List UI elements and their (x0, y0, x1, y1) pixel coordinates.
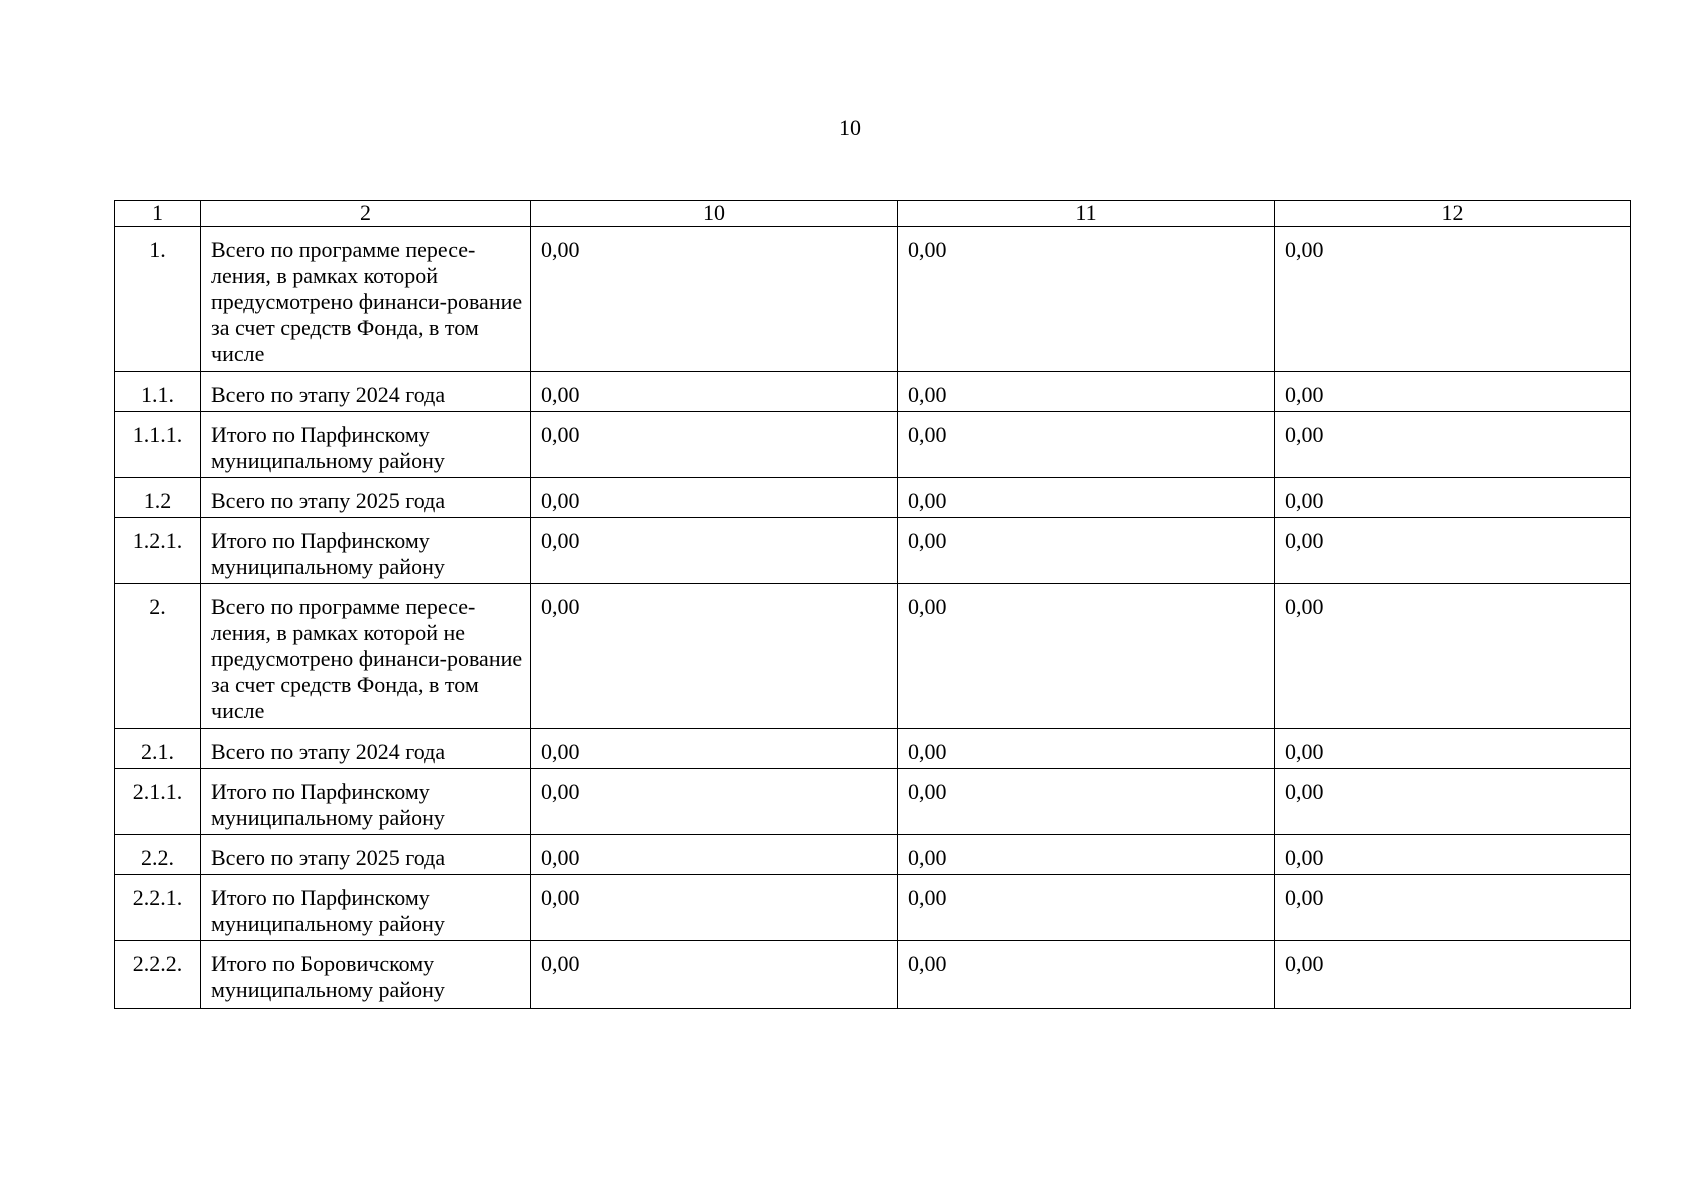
value-col-10: 0,00 (531, 729, 898, 769)
header-col-12: 12 (1275, 201, 1631, 227)
value-col-10: 0,00 (531, 875, 898, 941)
row-number: 2.2. (115, 835, 201, 875)
value-col-10: 0,00 (531, 941, 898, 1009)
value-col-10: 0,00 (531, 372, 898, 412)
table-row (115, 584, 1631, 729)
table-row (115, 372, 1631, 412)
value-col-11: 0,00 (898, 372, 1275, 412)
row-number: 2.1.1. (115, 769, 201, 835)
value-col-10: 0,00 (531, 835, 898, 875)
value-col-11: 0,00 (898, 769, 1275, 835)
row-number: 1.2.1. (115, 518, 201, 584)
value-col-12: 0,00 (1275, 729, 1631, 769)
row-name: Всего по этапу 2024 года (201, 372, 531, 412)
row-name: Итого по Парфинскому муниципальному району (201, 412, 531, 478)
row-name: Итого по Парфинскому муниципальному району (201, 875, 531, 941)
table-row (115, 729, 1631, 769)
value-col-10: 0,00 (531, 412, 898, 478)
value-col-11: 0,00 (898, 227, 1275, 372)
row-number: 1.1.1. (115, 412, 201, 478)
value-col-12: 0,00 (1275, 835, 1631, 875)
row-number: 2. (115, 584, 201, 729)
data-table (114, 200, 1631, 1009)
row-name: Итого по Парфинскому муниципальному району (201, 769, 531, 835)
table-body (115, 227, 1631, 1009)
value-col-12: 0,00 (1275, 584, 1631, 729)
page-number: 10 (839, 115, 861, 140)
row-number: 1. (115, 227, 201, 372)
row-number: 1.1. (115, 372, 201, 412)
table-row (115, 941, 1631, 1009)
row-number: 2.2.1. (115, 875, 201, 941)
value-col-12: 0,00 (1275, 769, 1631, 835)
value-col-12: 0,00 (1275, 227, 1631, 372)
value-col-10: 0,00 (531, 478, 898, 518)
value-col-11: 0,00 (898, 584, 1275, 729)
table-row (115, 875, 1631, 941)
value-col-12: 0,00 (1275, 412, 1631, 478)
value-col-11: 0,00 (898, 518, 1275, 584)
value-col-11: 0,00 (898, 941, 1275, 1009)
table-row (115, 518, 1631, 584)
value-col-11: 0,00 (898, 412, 1275, 478)
value-col-10: 0,00 (531, 518, 898, 584)
row-name: Итого по Боровичскому муниципальному району (201, 941, 531, 1009)
value-col-11: 0,00 (898, 729, 1275, 769)
header-col-1: 1 (115, 201, 201, 227)
value-col-12: 0,00 (1275, 478, 1631, 518)
table-row (115, 412, 1631, 478)
table-row (115, 227, 1631, 372)
value-col-12: 0,00 (1275, 941, 1631, 1009)
row-name: Всего по этапу 2024 года (201, 729, 531, 769)
row-name: Итого по Парфинскому муниципальному району (201, 518, 531, 584)
value-col-12: 0,00 (1275, 518, 1631, 584)
value-col-12: 0,00 (1275, 372, 1631, 412)
row-number: 2.1. (115, 729, 201, 769)
row-name: Всего по программе пересе-ления, в рамках которой предусмотрено финанси-рование за счет средств Фонда, в том числе (201, 227, 531, 372)
value-col-11: 0,00 (898, 835, 1275, 875)
row-number: 1.2 (115, 478, 201, 518)
header-col-2: 2 (201, 201, 531, 227)
value-col-11: 0,00 (898, 478, 1275, 518)
row-number: 2.2.2. (115, 941, 201, 1009)
header-col-10: 10 (531, 201, 898, 227)
row-name: Всего по программе пересе-ления, в рамках которой не предусмотрено финанси-рование за счет средств Фонда, в том числе (201, 584, 531, 729)
row-name: Всего по этапу 2025 года (201, 478, 531, 518)
value-col-10: 0,00 (531, 584, 898, 729)
header-row (115, 201, 1631, 227)
row-name: Всего по этапу 2025 года (201, 835, 531, 875)
header-col-11: 11 (898, 201, 1275, 227)
table-header (115, 201, 1631, 227)
table-row (115, 835, 1631, 875)
value-col-11: 0,00 (898, 875, 1275, 941)
table-row (115, 769, 1631, 835)
value-col-10: 0,00 (531, 769, 898, 835)
value-col-10: 0,00 (531, 227, 898, 372)
table-row (115, 478, 1631, 518)
value-col-12: 0,00 (1275, 875, 1631, 941)
